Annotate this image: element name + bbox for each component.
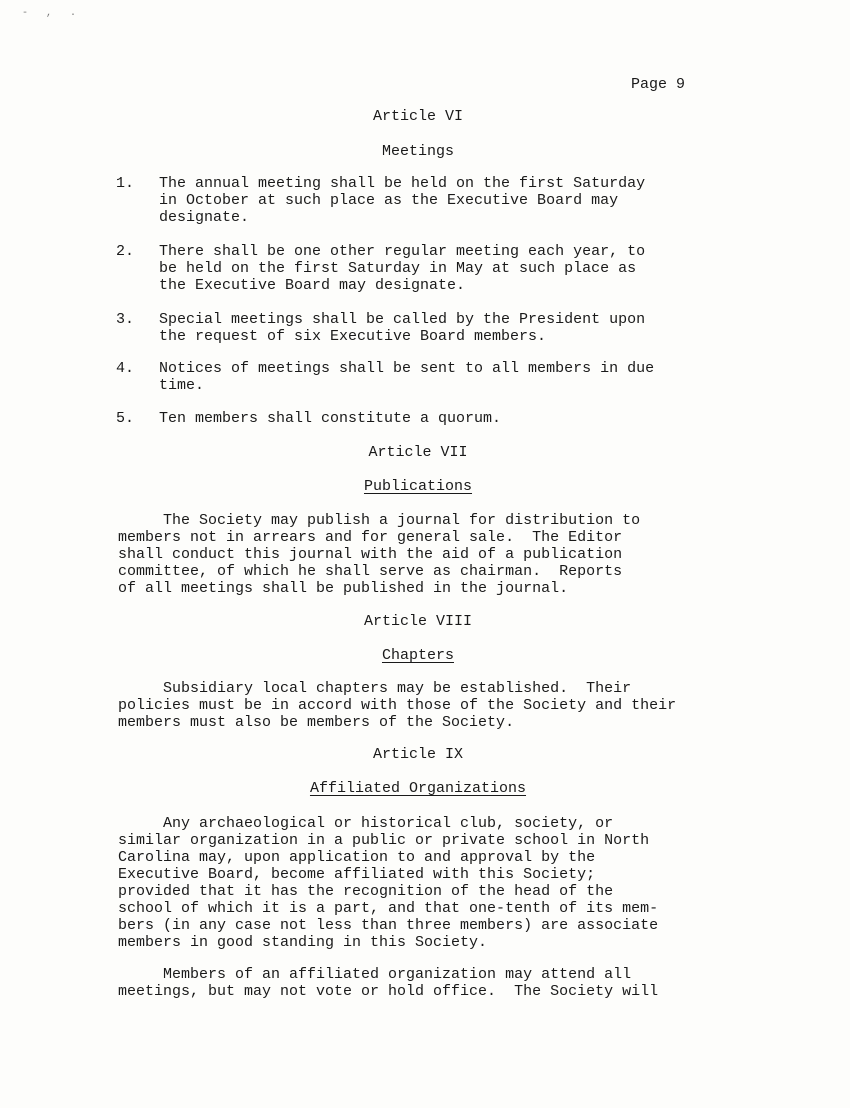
- article-9-body-1: Any archaeological or historical club, society, or similar organization in a public or private school in North Carolina may, upon application to and approval by the Executive Board, become affiliated with this Society; provided that it has the recognition of the head of the school of which it is a part, and that one-tenth of its mem- bers (in any case not less than three members) are associate members in good standing in this Society.: [118, 815, 659, 951]
- article-7-heading: Article VII: [368, 444, 468, 461]
- article-6-title: Meetings: [381, 143, 454, 160]
- list-item: [116, 360, 756, 394]
- list-item-text: Notices of meetings shall be sent to all members in due time.: [159, 360, 655, 394]
- article-8-body: Subsidiary local chapters may be established. Their policies must be in accord with those of the Society and their members must also be members of the Society.: [118, 680, 677, 731]
- article-8-title: [0, 647, 836, 664]
- article-7-title-text: Publications: [363, 478, 473, 495]
- article-8-title-text: Chapters: [381, 647, 454, 664]
- list-item: [116, 410, 756, 427]
- article-9-title: [0, 780, 836, 797]
- article-9-title-text: Affiliated Organizations: [309, 780, 527, 797]
- article-9-heading: Article IX: [372, 746, 463, 763]
- list-item-number: 2.: [116, 243, 135, 260]
- list-item-text: Ten members shall constitute a quorum.: [159, 410, 502, 427]
- article-9-body-2: Members of an affiliated organization may attend all meetings, but may not vote or hold office. The Society will: [118, 966, 659, 1000]
- list-item: [116, 175, 756, 226]
- list-item: [116, 311, 756, 345]
- article-7-title: [0, 478, 836, 495]
- stray-marks: - , .: [22, 8, 83, 19]
- article-8-heading: Article VIII: [363, 613, 473, 630]
- list-item-text: There shall be one other regular meeting each year, to be held on the first Saturday in May at such place as the Executive Board may designate.: [159, 243, 646, 294]
- list-item-number: 1.: [116, 175, 135, 192]
- list-item-number: 3.: [116, 311, 135, 328]
- list-item-number: 4.: [116, 360, 135, 377]
- list-item-text: The annual meeting shall be held on the first Saturday in October at such place as the Executive Board may designate.: [159, 175, 646, 226]
- list-item-text: Special meetings shall be called by the President upon the request of six Executive Board members.: [159, 311, 646, 345]
- article-7-body: The Society may publish a journal for distribution to members not in arrears and for general sale. The Editor shall conduct this journal with the aid of a publication committee, of which he shall serve as chairman. Reports of all meetings shall be published in the journal.: [118, 512, 641, 597]
- article-6-heading: Article VI: [372, 108, 463, 125]
- list-item-number: 5.: [116, 410, 135, 427]
- page-number: Page 9: [631, 76, 686, 93]
- list-item: [116, 243, 756, 294]
